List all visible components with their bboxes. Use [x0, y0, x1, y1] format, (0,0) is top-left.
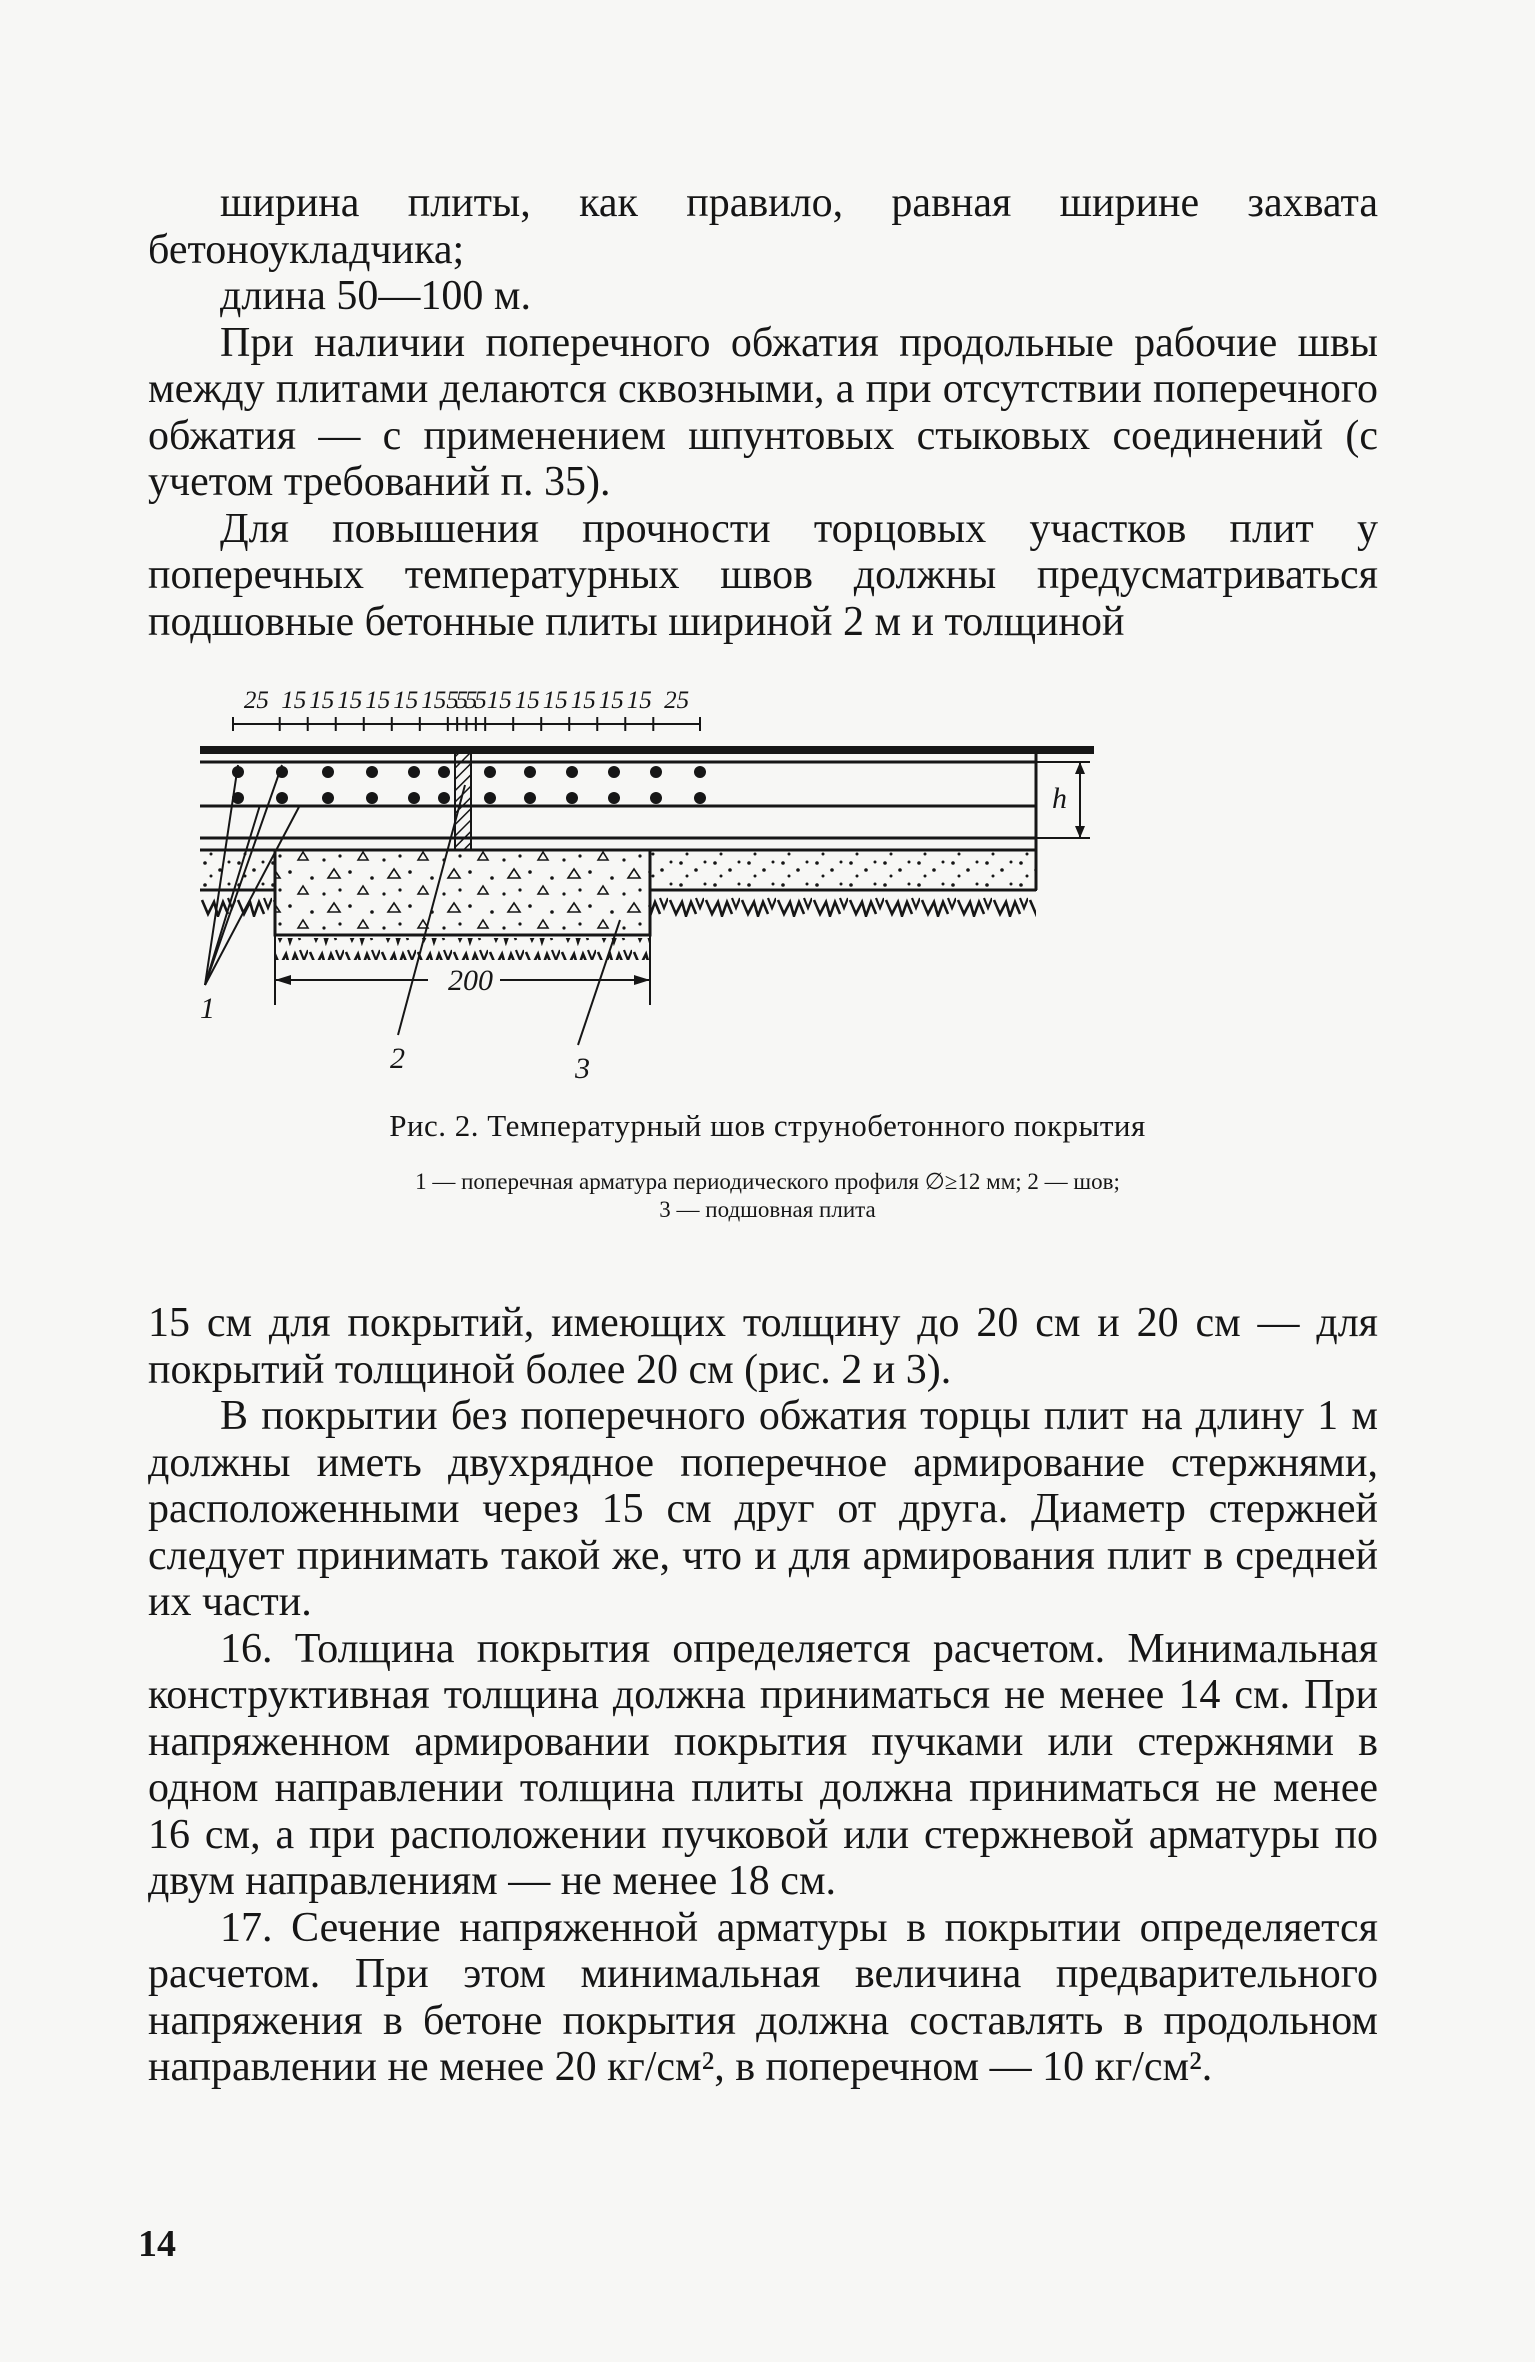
figure-temperature-joint	[200, 660, 1350, 1090]
callout-1: 1	[200, 992, 215, 1025]
thickness-dimension	[1036, 762, 1090, 838]
soil-right	[650, 895, 1036, 917]
dimension-label: 5	[474, 687, 487, 714]
rebar-dot	[650, 766, 662, 778]
rebar-dot	[322, 792, 334, 804]
rebar-dot	[438, 792, 450, 804]
rebar-dot	[484, 792, 496, 804]
top-text	[148, 180, 1378, 645]
rebar-dot	[484, 766, 496, 778]
callout-3: 3	[575, 1052, 590, 1085]
figure-diagram	[200, 660, 1350, 1090]
paragraph: В покрытии без поперечного обжатия торцы плит на длину 1 м должны иметь двухрядное поперечное армирование стержнями, расположенными через 15 см друг от друга. Диаметр стержней следует принимать такой же, что и для армирования плит в средней их части.	[148, 1393, 1378, 1625]
dimension-label: 15	[626, 687, 652, 714]
dimension-label: 15	[309, 687, 335, 714]
rebar-dot	[524, 792, 536, 804]
sub-joint-slab	[275, 850, 650, 935]
dimension-label: 25	[664, 687, 690, 714]
dimension-labels	[244, 687, 689, 714]
rebar-dot	[366, 766, 378, 778]
dimension-label: 15	[337, 687, 363, 714]
rebar-dot	[608, 766, 620, 778]
paragraph: При наличии поперечного обжатия продольные рабочие швы между плитами делаются сквозными, а при отсутствии поперечного обжатия — с применением шпунтовых стыковых соединений (с учетом требований п. 35).	[148, 319, 1378, 505]
rebar-dot	[566, 792, 578, 804]
paragraph: длина 50—100 м.	[220, 273, 532, 319]
rebar-dot	[276, 792, 288, 804]
joint-filler	[455, 750, 471, 850]
dimension-label: 15	[281, 687, 307, 714]
dimension-label: 15	[365, 687, 391, 714]
rebar-dot	[694, 792, 706, 804]
dimension-label: 5	[464, 687, 478, 714]
dimension-label: 15	[542, 687, 568, 714]
paragraph: Для повышения прочности торцовых участков плит у поперечных температурных швов должны предусматриваться подшовные бетонные плиты шириной 2 м и толщиной	[148, 505, 1378, 645]
callout-2: 2	[390, 1042, 405, 1075]
dimension-label: 5	[455, 687, 469, 714]
dimension-label: 15	[514, 687, 540, 714]
dimension-label: 15	[598, 687, 624, 714]
rebar-dot	[524, 766, 536, 778]
paragraph: ширина плиты, как правило, равная ширине захвата бетоноукладчика;	[148, 180, 1378, 273]
bottom-text	[148, 1300, 1378, 2091]
rebar-dot	[408, 766, 420, 778]
dimension-chain	[233, 687, 700, 731]
dimension-label: 25	[243, 687, 269, 714]
legend-line: 3 — подшовная плита	[659, 1197, 876, 1222]
dimension-label: 15	[570, 687, 596, 714]
figure-caption-legend	[150, 1168, 1385, 1224]
rebar-dot	[608, 792, 620, 804]
dimension-label: 15	[393, 687, 419, 714]
paragraph: 17. Сечение напряженной арматуры в покрытии определяется расчетом. При этом минимальная величина предварительного напряжения в бетоне покрытия должна составлять в продольном направлении не менее 20 кг/см², в поперечном — 10 кг/см².	[148, 1904, 1378, 2090]
rebar-dot	[694, 766, 706, 778]
rebar-dot	[408, 792, 420, 804]
legend-line: 1 — поперечная арматура периодического профиля ∅≥12 мм; 2 — шов;	[415, 1169, 1120, 1194]
dimension-200-label: 200	[448, 964, 493, 997]
soil-left	[200, 895, 275, 917]
rebar-dot	[366, 792, 378, 804]
dimension-label: 15	[421, 687, 447, 714]
rebar-dot	[438, 766, 450, 778]
rebar-dot	[650, 792, 662, 804]
dimension-label: 15	[486, 687, 512, 714]
page-number: 14	[138, 2223, 176, 2265]
soil-under-slab	[275, 938, 650, 960]
thickness-label: h	[1052, 782, 1067, 815]
rebar-dot	[566, 766, 578, 778]
rebar-dot	[322, 766, 334, 778]
paragraph: 16. Толщина покрытия определяется расчетом. Минимальная конструктивная толщина должна приниматься не менее 14 см. При напряженном армировании покрытия пучками или стержнями в одном направлении толщина плиты должна приниматься не менее 16 см, а при расположении пучковой или стержневой арматуры по двум направлениям — не менее 18 см.	[148, 1625, 1378, 1904]
dimension-label: 5	[446, 687, 459, 714]
figure-caption-title: Рис. 2. Температурный шов струнобетонного покрытия	[389, 1108, 1146, 1143]
paragraph: 15 см для покрытий, имеющих толщину до 20 см и 20 см — для покрытий толщиной более 20 см (рис. 2 и 3).	[148, 1300, 1378, 1393]
